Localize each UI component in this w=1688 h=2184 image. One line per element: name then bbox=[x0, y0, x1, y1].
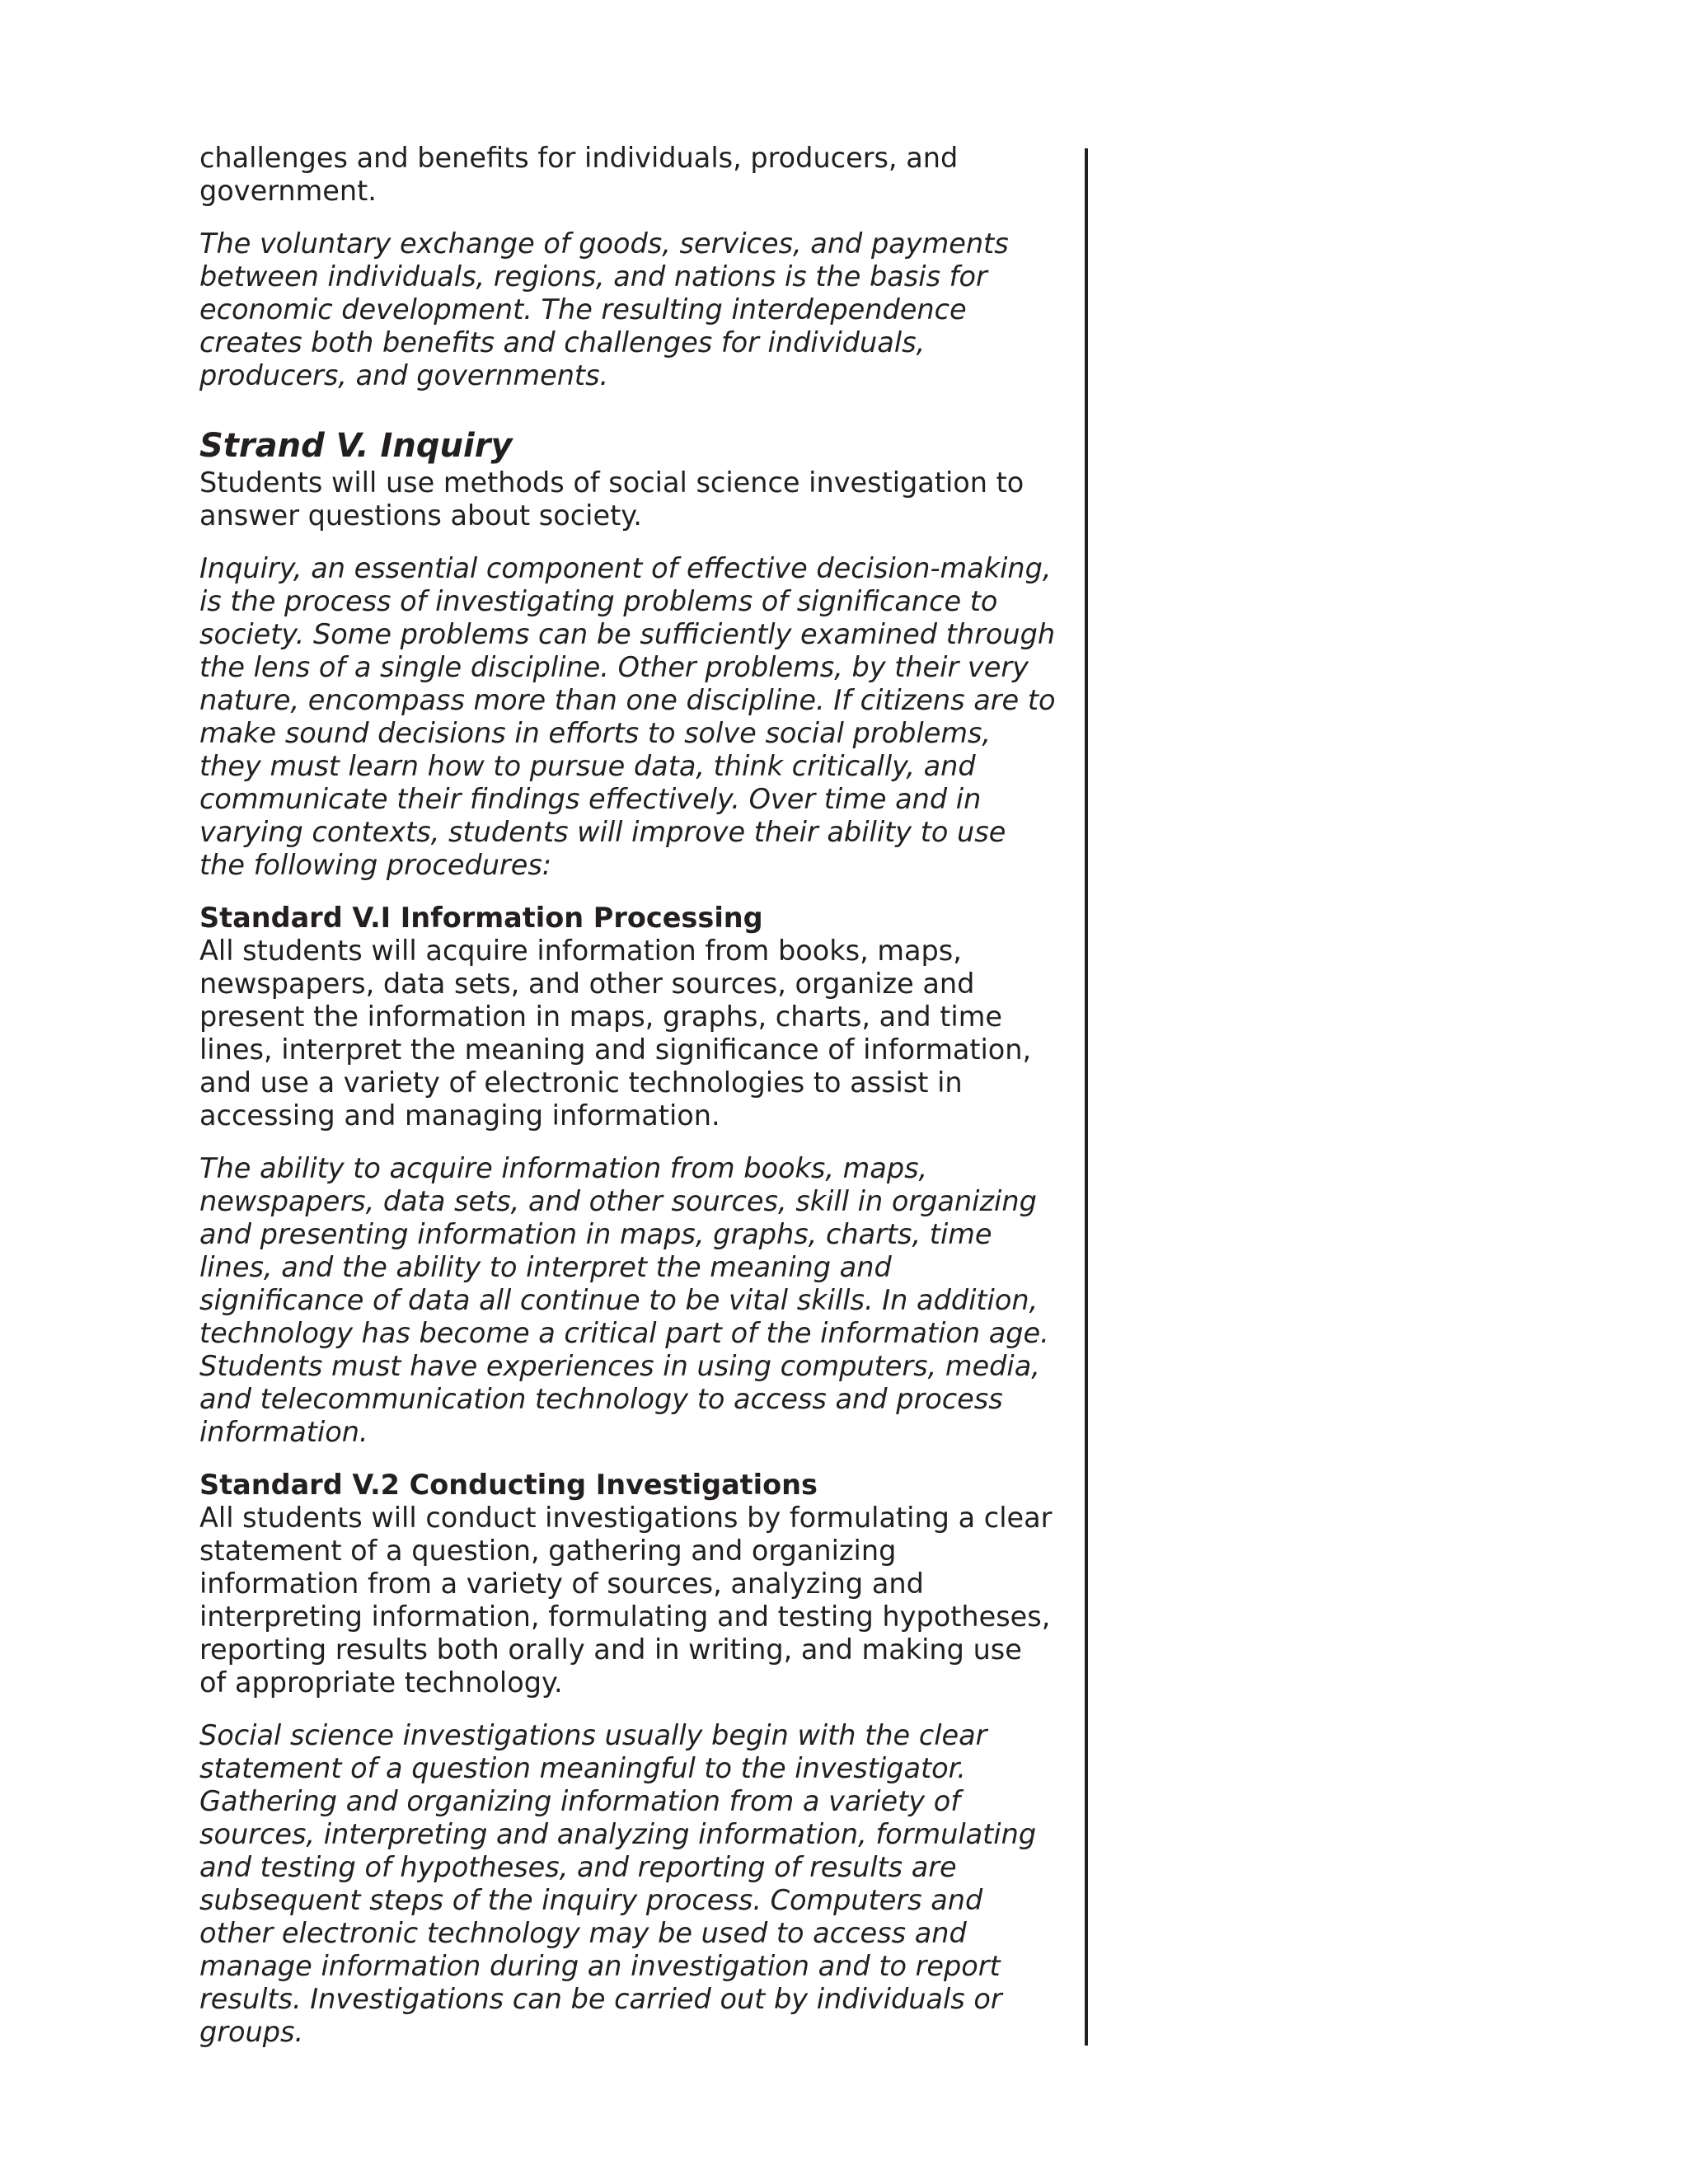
strand-statement: Students will use methods of social science investigation to answer questions about society. bbox=[199, 466, 1025, 532]
standard-title-information-processing: Standard V.I Information Processing bbox=[199, 902, 763, 934]
text-column bbox=[199, 142, 1057, 2049]
strand-title: Strand V. Inquiry bbox=[199, 427, 513, 465]
standard-statement-information-processing: All students will acquire information from books, maps, newspapers, data sets, and other sources, organize and present the information in maps, graphs, charts, and time lines, interpret the meaning and significance of information, and use a variety of electronic technologies to assist in accessing and managing information. bbox=[199, 935, 1032, 1132]
strand-commentary: Inquiry, an essential component of effective decision-making, is the process of investigating problems of significance to society. Some problems can be sufficiently examined through the lens of a single discipline. Other problems, by their very nature, encompass more than one discipline. If citizens are to make sound decisions in efforts to solve social problems, they must learn how to pursue data, think critically, and communicate their findings effectively. Over time and in varying contexts, students will improve their ability to use the following procedures: bbox=[199, 552, 1056, 881]
standard-commentary-information-processing: The ability to acquire information from books, maps, newspapers, data sets, and other sources, skill in organizing and presenting information in maps, graphs, charts, time lines, and the ability to interpret the meaning and significance of data all continue to be vital skills. In addition, technology has become a critical part of the information age. Students must have experiences in using computers, media, and telecommunication technology to access and process information. bbox=[199, 1152, 1049, 1448]
vertical-divider bbox=[1085, 148, 1088, 2046]
continuation-text: challenges and benefits for individuals, producers, and government. bbox=[199, 142, 959, 207]
intro-commentary: The voluntary exchange of goods, services, and payments between individuals, regions, and nations is the basis for economic development. The resulting interdependence creates both benefits and challenges for individuals, producers, and governments. bbox=[199, 227, 1009, 391]
standard-title-conducting-investigations: Standard V.2 Conducting Investigations bbox=[199, 1469, 818, 1501]
standard-commentary-conducting-investigations: Social science investigations usually begin with the clear statement of a question meaningful to the investigator. Gathering and organizing information from a variety of sources, interpreting and analyzing information, formulating and testing of hypotheses, and reporting of results are subsequent steps of the inquiry process. Computers and other electronic technology may be used to access and manage information during an investigation and to report results. Investigations can be carried out by individuals or groups. bbox=[199, 1719, 1037, 2048]
standard-statement-conducting-investigations: All students will conduct investigations by formulating a clear statement of a question, gathering and organizing information from a variety of sources, analyzing and interpreting information, formulating and testing hypotheses, reporting results both orally and in writing, and making use of appropriate technology. bbox=[199, 1502, 1053, 1699]
